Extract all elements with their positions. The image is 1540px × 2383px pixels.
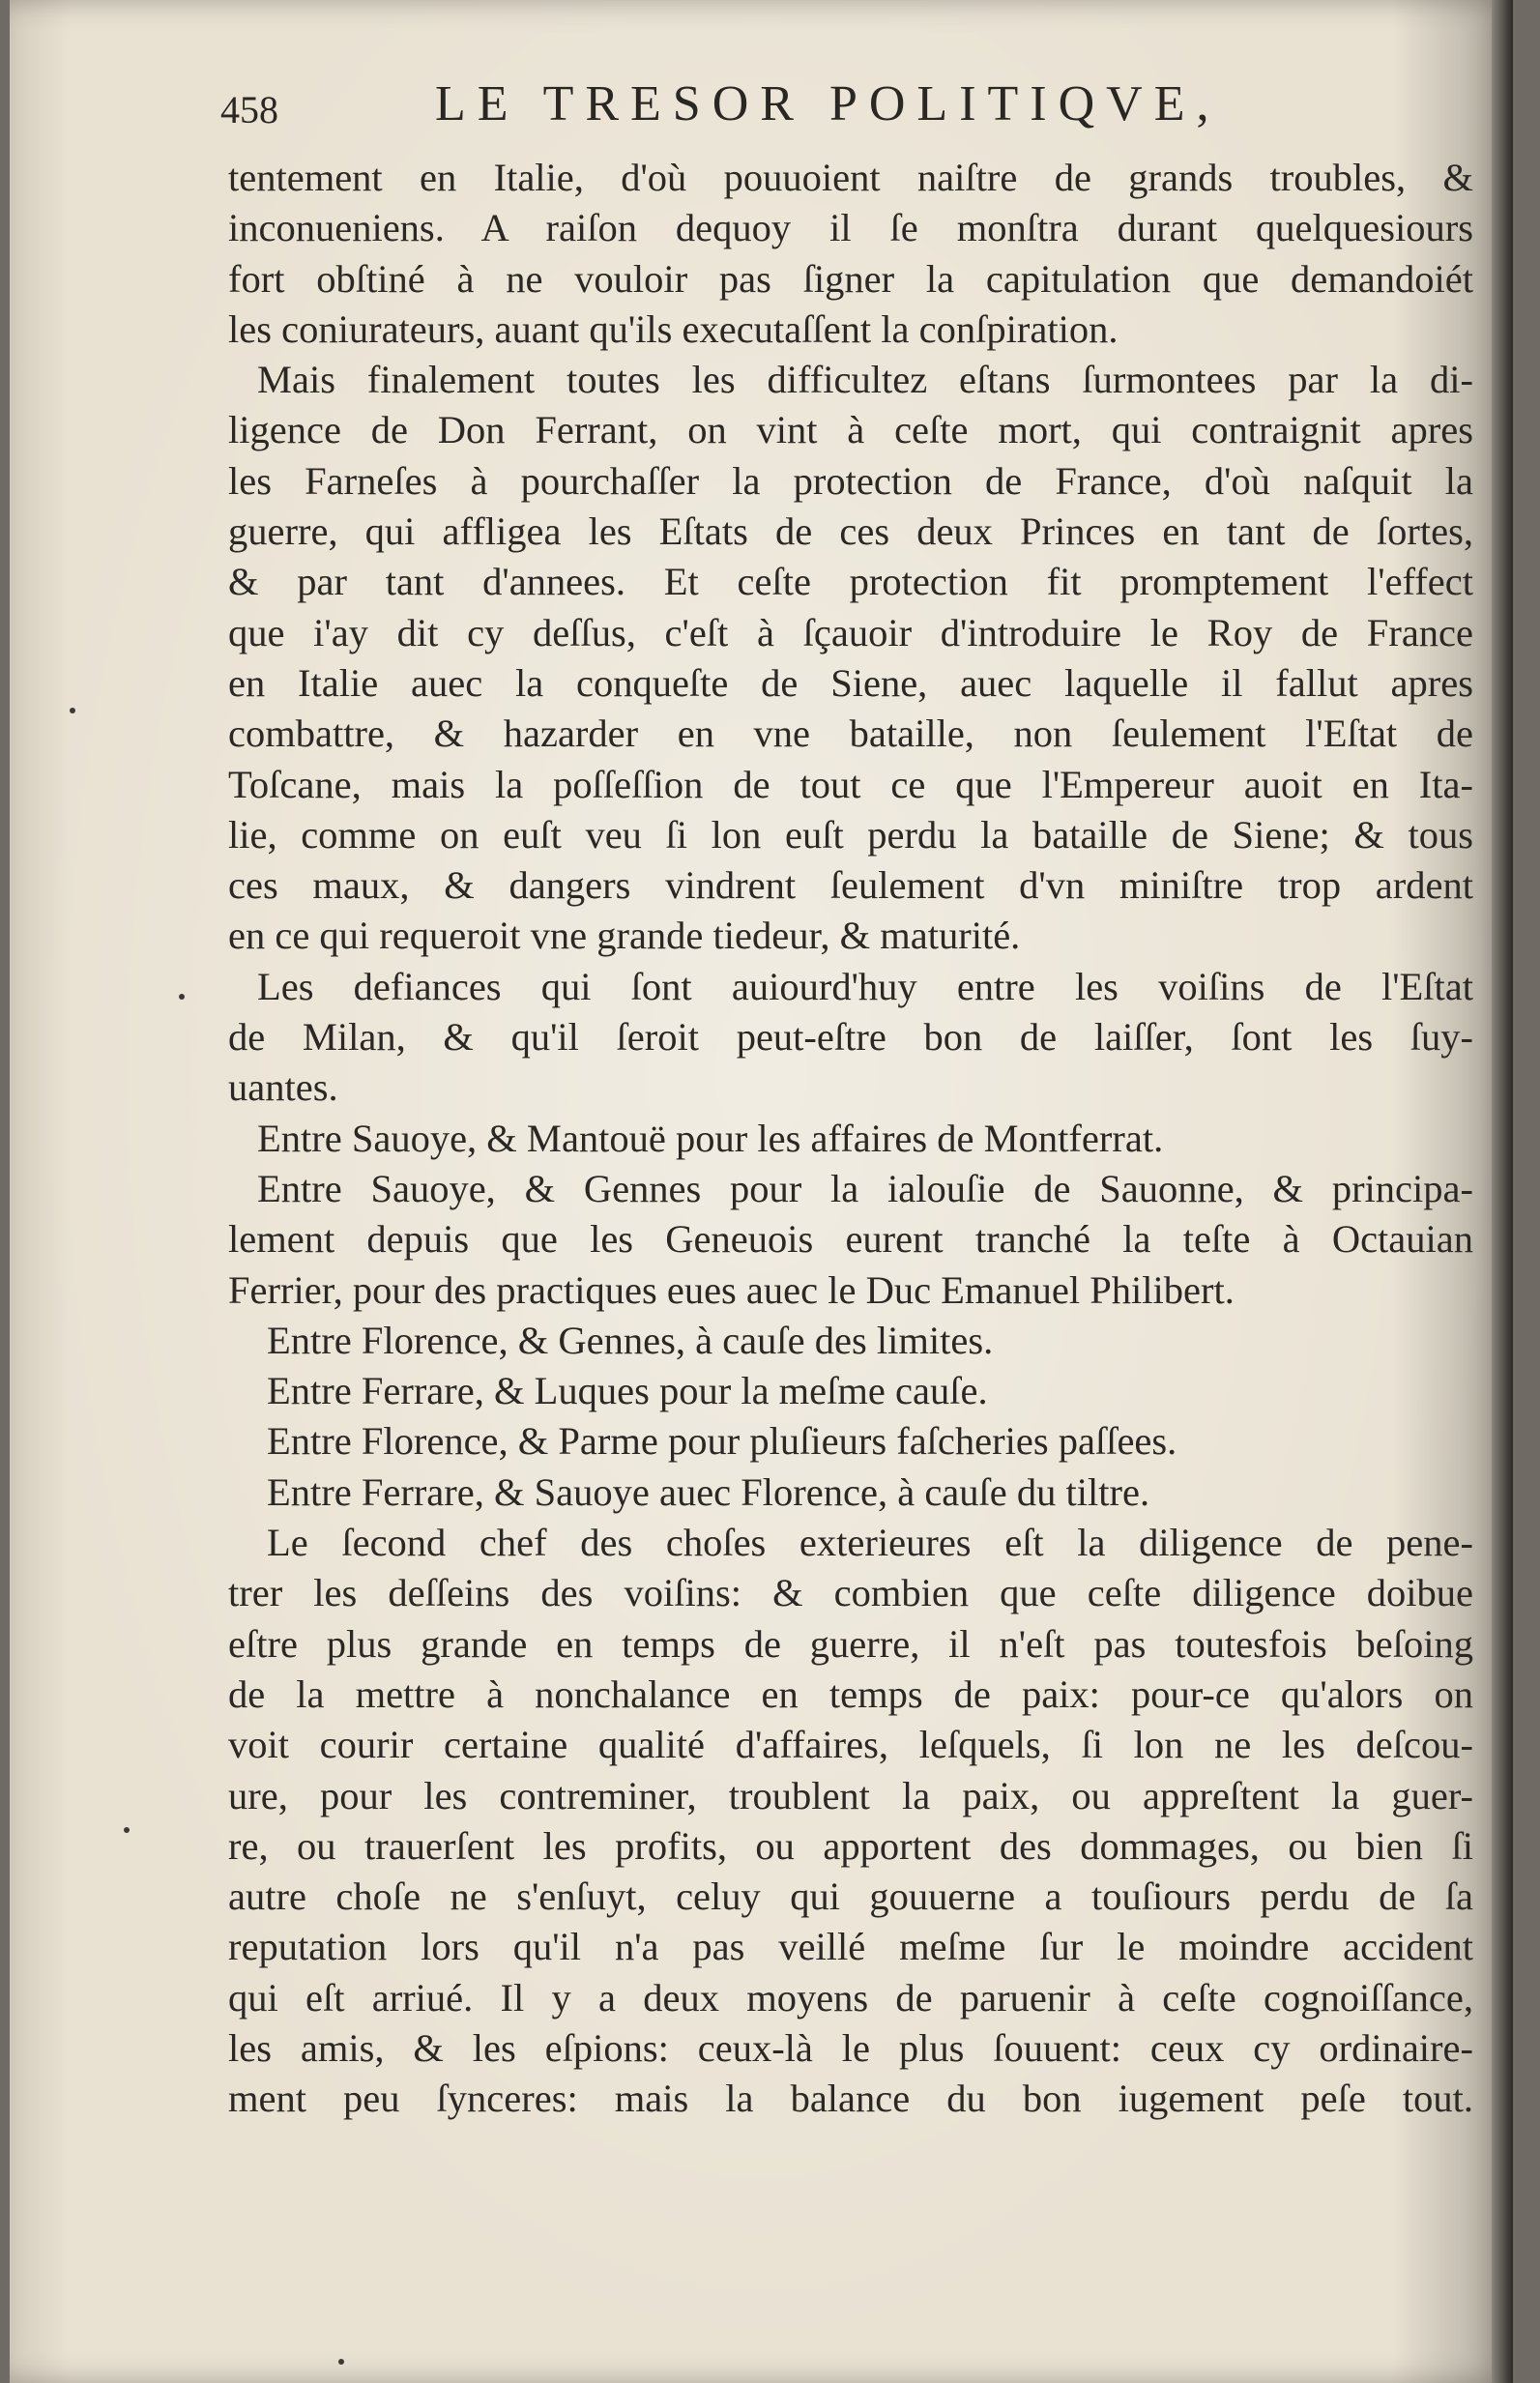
text-line: les coniurateurs, auant qu'ils executaſſent la conſpiration. bbox=[228, 306, 1119, 351]
text-line: combattre, & hazarder en vne bataille, non ſeulement l'Eſtat de bbox=[228, 712, 1473, 756]
text-line: en Italie auec la conqueſte de Siene, auec laquelle il fallut apres bbox=[228, 660, 1473, 705]
text-line: ligence de Don Ferrant, on vint à ceſte mort, qui contraignit apres bbox=[228, 408, 1473, 452]
ink-speck bbox=[70, 708, 75, 713]
book-page bbox=[10, 0, 1513, 2383]
text-line: trer les deſſeins des voiſins: & combien que ceſte diligence doibue bbox=[228, 1571, 1473, 1615]
text-line: fort obſtiné à ne vouloir pas ſigner la capitulation que demandoiét bbox=[228, 256, 1473, 301]
text-line: reputation lors qu'il n'a pas veillé meſme ſur le moindre accident bbox=[228, 1925, 1473, 1969]
text-line: eſtre plus grande en temps de guerre, il n'eſt pas toutesfois beſoing bbox=[228, 1621, 1473, 1666]
text-line: ment peu ſynceres: mais la balance du bon iugement peſe tout. bbox=[228, 2077, 1473, 2121]
ink-speck bbox=[124, 1827, 130, 1833]
text-line: tentement en Italie, d'où pouuoient naiſtre de grands troubles, & bbox=[228, 156, 1473, 199]
text-line: ure, pour les contreminer, troublent la paix, ou appreſtent la guer- bbox=[228, 1773, 1473, 1817]
text-line: & par tant d'annees. Et ceſte protection fit promptement l'effect bbox=[228, 560, 1473, 604]
running-head bbox=[220, 75, 1303, 143]
text-line: de Milan, & qu'il ſeroit peut-eſtre bon de laiſſer, ſont les ſuy- bbox=[228, 1015, 1473, 1060]
text-line: autre choſe ne s'enſuyt, celuy qui gouuerne a touſiours perdu de ſa bbox=[228, 1874, 1473, 1919]
text-line: que i'ay dit cy deſſus, c'eſt à ſçauoir d'introduire le Roy de France bbox=[228, 610, 1473, 654]
text-line: en ce qui requeroit vne grande tiedeur, & maturité. bbox=[228, 914, 1021, 958]
text-line: les amis, & les eſpions: ceux-là le plus ſouuent: ceux cy ordinaire- bbox=[228, 2025, 1473, 2070]
text-line: uantes. bbox=[228, 1065, 338, 1110]
text-line: Mais finalement toutes les difficultez eſtans ſurmontees par la di- bbox=[257, 358, 1473, 402]
text-line: voit courir certaine qualité d'affaires, leſquels, ſi lon ne les deſcou- bbox=[228, 1723, 1473, 1767]
text-line: les Farneſes à pourchaſſer la protection de France, d'où naſquit la bbox=[228, 458, 1473, 503]
text-line: re, ou trauerſent les profits, ou apportent des dommages, ou bien ſi bbox=[228, 1823, 1473, 1868]
body-text bbox=[228, 153, 1473, 2125]
text-line: Entre Sauoye, & Mantouë pour les affaires de Montferrat. bbox=[257, 1116, 1164, 1160]
text-line: Ferrier, pour des practiques eues auec le Duc Emanuel Philibert. bbox=[228, 1267, 1235, 1312]
text-line: lement depuis que les Geneuois eurent tranché la teſte à Octauian bbox=[228, 1217, 1473, 1262]
text-line: guerre, qui affligea les Eſtats de ces deux Princes en tant de ſortes, bbox=[228, 509, 1473, 554]
text-line: de la mettre à nonchalance en temps de paix: pour-ce qu'alors on bbox=[228, 1671, 1473, 1716]
text-line: Le ſecond chef des choſes exterieures eſt la diligence de pene- bbox=[267, 1521, 1473, 1565]
ink-speck bbox=[338, 2359, 344, 2365]
text-line: Entre Ferrare, & Luques pour la meſme cauſe. bbox=[267, 1369, 988, 1413]
text-line: inconueniens. A raiſon dequoy il ſe monſtra durant quelquesiours bbox=[228, 206, 1473, 250]
text-line: Entre Florence, & Parme pour pluſieurs faſcheries paſſees. bbox=[267, 1419, 1177, 1464]
page-gutter-shadow bbox=[1492, 0, 1513, 2383]
text-line: qui eſt arriué. Il y a deux moyens de paruenir à ceſte cognoiſſance, bbox=[228, 1975, 1473, 2020]
running-title: LE TRESOR POLITIQVE, bbox=[435, 76, 1221, 131]
text-line: Les defiances qui ſont auiourd'huy entre les voiſins de l'Eſtat bbox=[257, 964, 1473, 1008]
text-line: Toſcane, mais la poſſeſſion de tout ce que l'Empereur auoit en Ita- bbox=[228, 762, 1473, 806]
page-number: 458 bbox=[220, 88, 278, 131]
text-line: lie, comme on euſt veu ſi lon euſt perdu la bataille de Siene; & tous bbox=[228, 812, 1473, 857]
text-line: Entre Florence, & Gennes, à cauſe des limites. bbox=[267, 1318, 994, 1362]
text-line: Entre Sauoye, & Gennes pour la ialouſie de Sauonne, & principa- bbox=[257, 1166, 1473, 1210]
text-line: Entre Ferrare, & Sauoye auec Florence, à cauſe du tiltre. bbox=[267, 1469, 1150, 1514]
ink-speck bbox=[179, 994, 185, 1000]
text-line: ces maux, & dangers vindrent ſeulement d'vn miniſtre trop ardent bbox=[228, 863, 1473, 908]
